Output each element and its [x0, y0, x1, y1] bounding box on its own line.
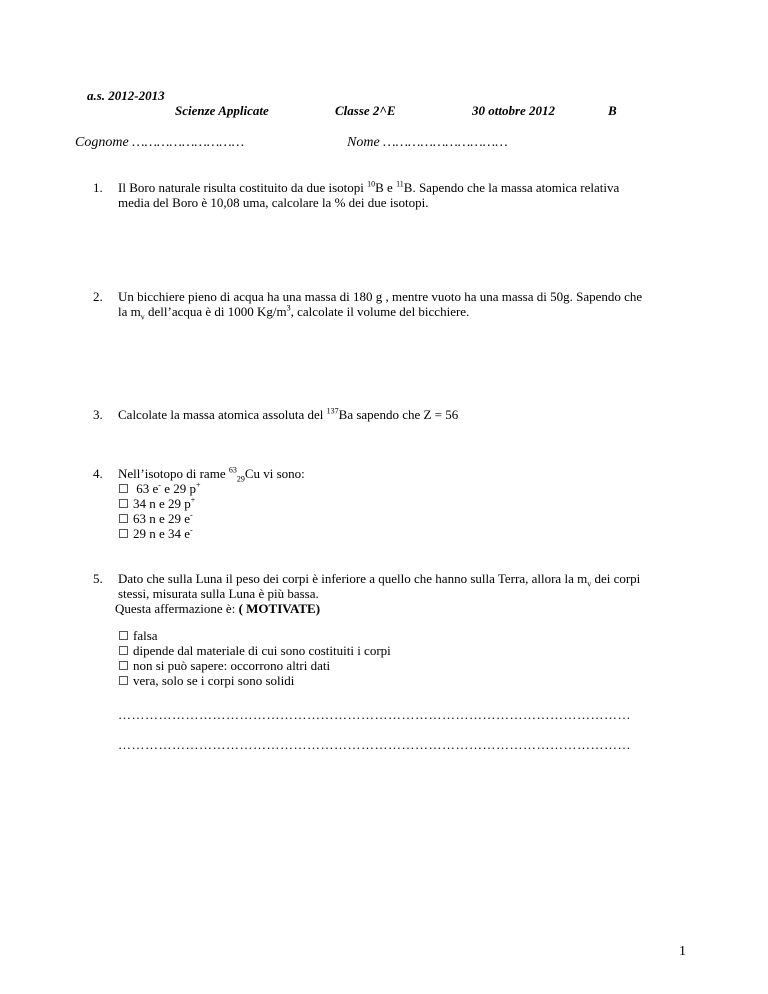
question-number: 5.	[93, 571, 103, 586]
q5-option-4[interactable]: vera, solo se i corpi sono solidi	[119, 674, 294, 688]
test-version: B	[608, 103, 617, 118]
checkbox-icon[interactable]	[119, 631, 128, 640]
q4-option-3[interactable]: 63 n e 29 e-	[119, 512, 193, 526]
question-number: 3.	[93, 407, 103, 422]
checkbox-icon[interactable]	[119, 514, 128, 523]
checkbox-icon[interactable]	[119, 499, 128, 508]
question-number: 2.	[93, 289, 103, 304]
question-number: 4.	[93, 466, 103, 481]
surname-field[interactable]: Cognome ………………………	[75, 135, 245, 150]
course-name: Scienze Applicate	[175, 103, 269, 118]
q5-option-1[interactable]: falsa	[119, 629, 158, 643]
school-year: a.s. 2012-2013	[87, 88, 165, 103]
q5-option-2[interactable]: dipende dal materiale di cui sono costituiti i corpi	[119, 644, 391, 658]
q5-option-3[interactable]: non si può sapere: occorrono altri dati	[119, 659, 330, 673]
name-field[interactable]: Nome …………………………	[347, 135, 508, 150]
question-text: Calcolate la massa atomica assoluta del $^{137}$Ba sapendo che Z = 56	[118, 406, 459, 422]
question-text: Un bicchiere pieno di acqua ha una massa di 180 g , mentre vuoto ha una massa di 50g. Sapendo che la $m_v$ dell’acqua è di 1000 $Kg/m^3$, calcolate il volume del bicchiere.	[118, 289, 643, 322]
answer-line-2[interactable]: ……………………………………………………………………………………………………	[118, 737, 631, 752]
checkbox-icon[interactable]	[119, 676, 128, 685]
q4-option-2[interactable]: 34 n e 29 p+	[119, 497, 195, 511]
q4-option-4[interactable]: 29 n e 34 e-	[119, 527, 193, 541]
answer-line-1[interactable]: ……………………………………………………………………………………………………	[118, 707, 631, 722]
q5-instruction: Questa affermazione è: ( MOTIVATE)	[115, 601, 321, 616]
checkbox-icon[interactable]	[119, 529, 128, 538]
page-number: 1	[679, 944, 686, 959]
exam-date: 30 ottobre 2012	[472, 103, 556, 118]
checkbox-icon[interactable]	[119, 646, 128, 655]
question-text: Il Boro naturale risulta costituito da due isotopi $^{10}$B e $^{11}$B. Sapendo che la massa atomica relativa media del Boro è 10,08 uma, calcolare la % dei due isotopi.	[118, 179, 620, 210]
question-text: Dato che sulla Luna il peso dei corpi è inferiore a quello che hanno sulla Terra, allora la $m_v$ dei corpi stessi, misurata sulla Luna è più bassa.	[118, 571, 641, 601]
question-text: Nell’isotopo di rame $^{63}_{29}$Cu vi sono:	[118, 465, 305, 484]
q4-option-1[interactable]: 63 e- e 29 p+	[119, 482, 201, 496]
checkbox-icon[interactable]	[119, 661, 128, 670]
checkbox-icon[interactable]	[119, 484, 128, 493]
question-number: 1.	[93, 180, 103, 195]
class-label: Classe 2^E	[335, 103, 396, 118]
